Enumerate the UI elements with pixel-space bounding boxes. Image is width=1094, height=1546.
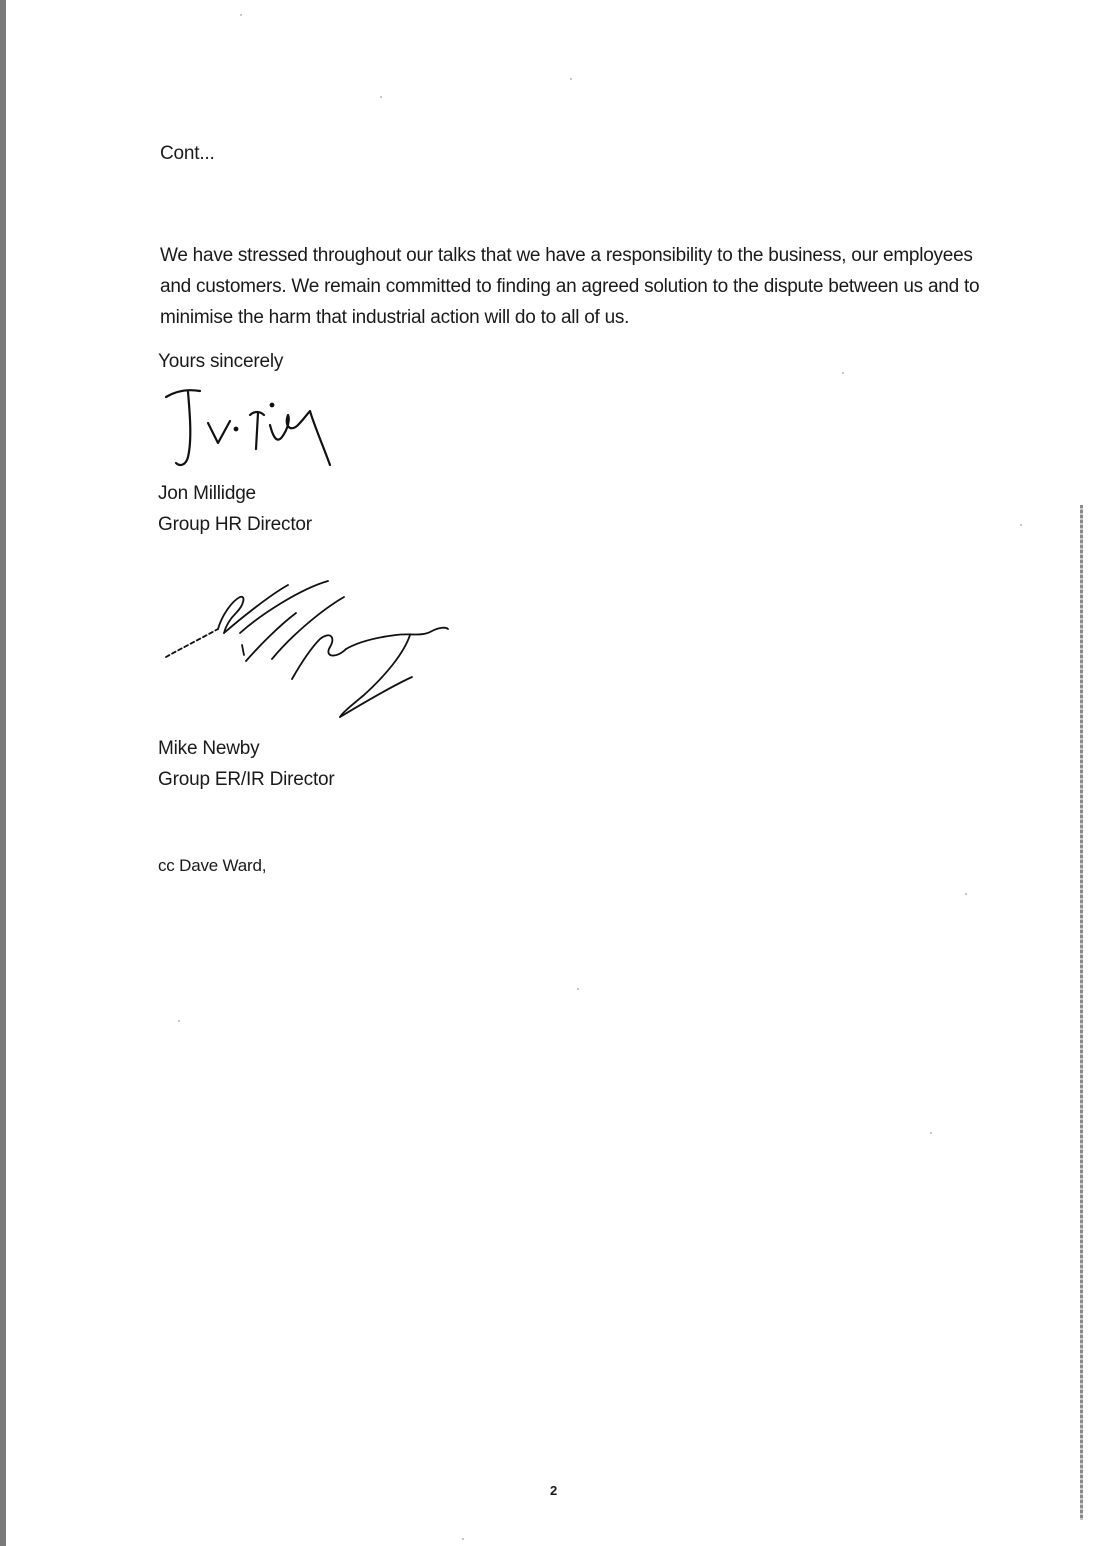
- signatory-1-name: Jon Millidge: [158, 483, 256, 504]
- scan-left-edge: [0, 0, 6, 1546]
- continuation-label: Cont...: [160, 143, 215, 164]
- scan-speck: [1020, 524, 1022, 526]
- scan-speck: [380, 96, 382, 98]
- scan-speck: [965, 893, 967, 895]
- signatory-2-name: Mike Newby: [158, 738, 260, 759]
- scan-speck: [570, 78, 572, 80]
- page-number: 2: [550, 1483, 558, 1498]
- scan-speck: [577, 988, 579, 990]
- closing-line: Yours sincerely: [158, 351, 284, 372]
- scan-speck: [842, 372, 844, 374]
- signatory-2-title: Group ER/IR Director: [158, 769, 335, 790]
- cc-line: cc Dave Ward,: [158, 856, 267, 875]
- scan-speck: [462, 1538, 464, 1540]
- signatory-1-title: Group HR Director: [158, 514, 312, 535]
- signature-mike-newby: [160, 575, 460, 725]
- scan-speck: [178, 1020, 180, 1022]
- signature-jon-millidge: [158, 385, 348, 480]
- scan-speck: [240, 14, 242, 16]
- letter-body: We have stressed throughout our talks that we have a responsibility to the business, our employees and customers. We remain committed to finding an agreed solution to the dispute between us and to minimise the harm that industrial action will do to all of us.: [160, 245, 980, 328]
- scan-speck: [930, 1132, 932, 1134]
- scan-right-edge: [1080, 505, 1083, 1520]
